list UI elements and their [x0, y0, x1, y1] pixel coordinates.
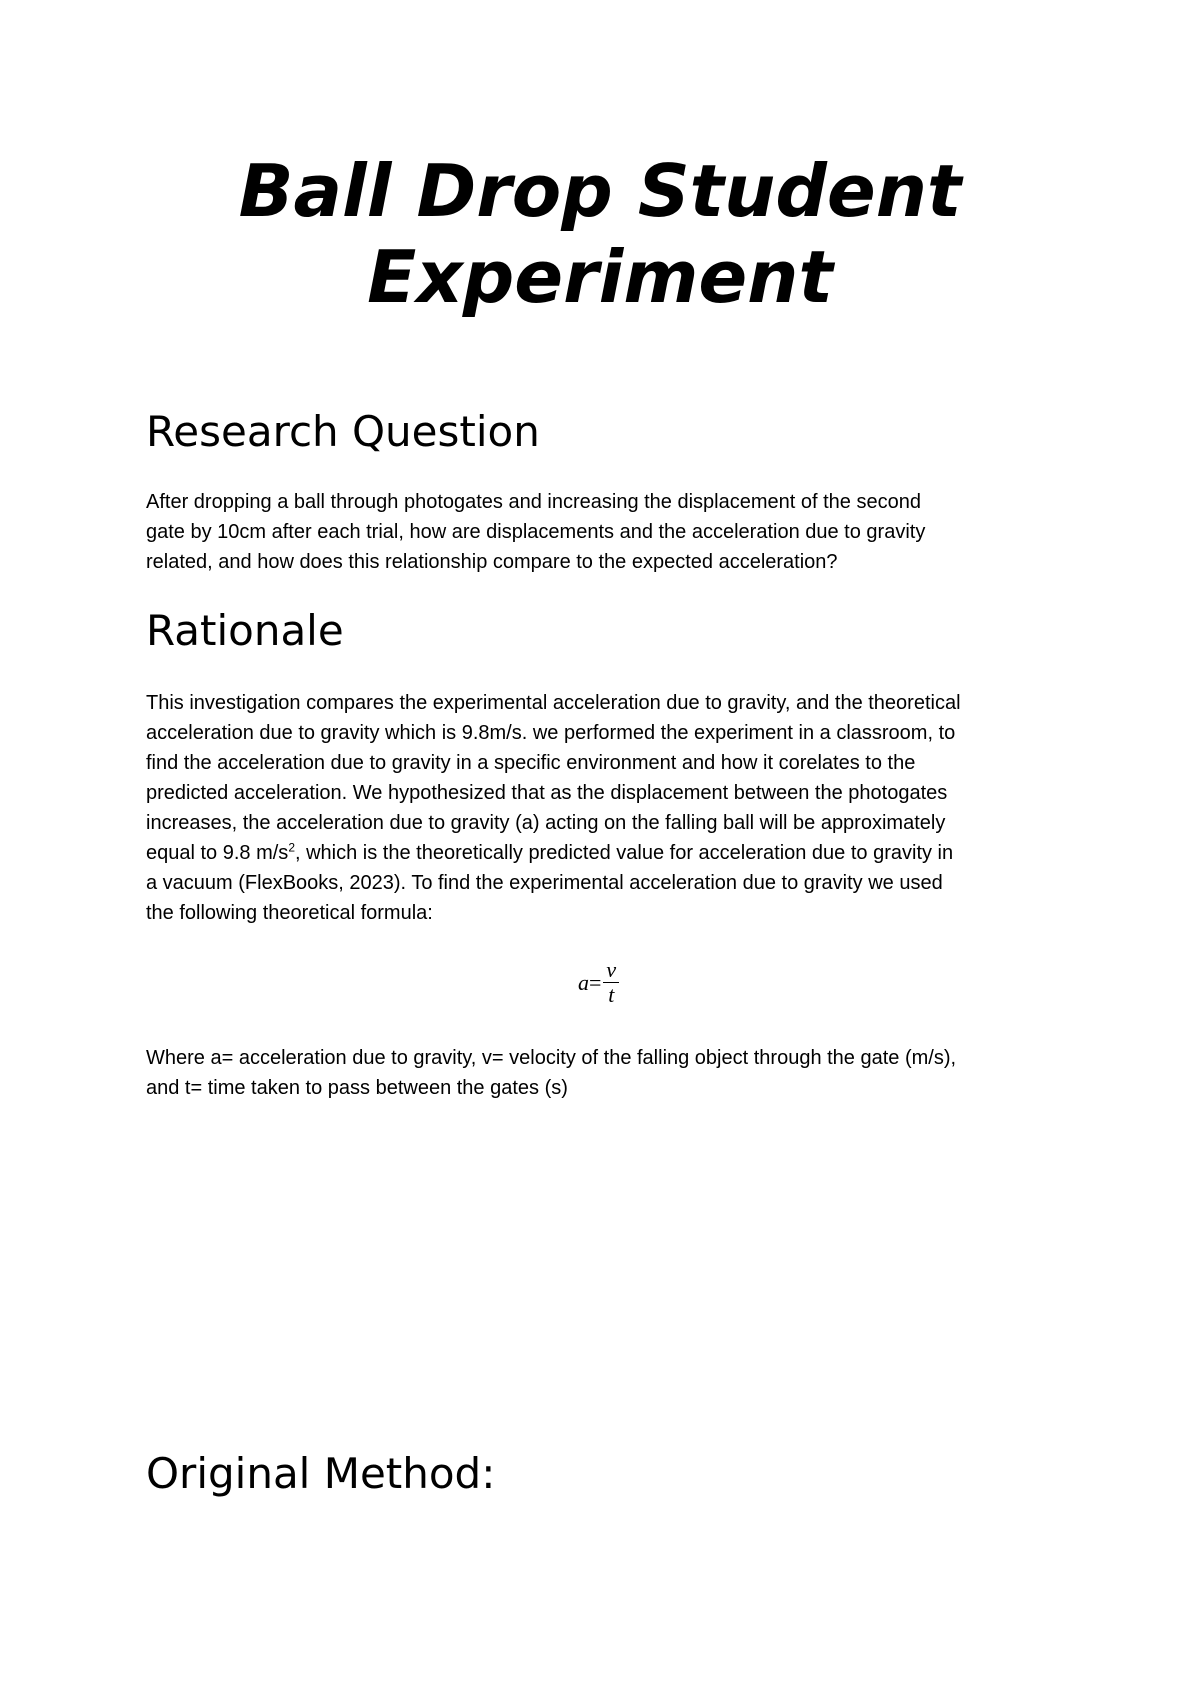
text-line: This investigation compares the experimental acceleration due to gravity, and the theoretical: [146, 692, 961, 714]
superscript: 2: [288, 840, 295, 855]
formula-numerator: v: [603, 958, 619, 983]
rationale-heading: Rationale: [146, 606, 344, 655]
text-line: predicted acceleration. We hypothesized that as the displacement between the photogates: [146, 782, 948, 804]
text-line: and t= time taken to pass between the gates (s): [146, 1077, 568, 1099]
text-line: find the acceleration due to gravity in a specific environment and how it corelates to the: [146, 752, 916, 774]
text-line: [146, 838, 1076, 868]
text-segment: equal to 9.8 m/s: [146, 842, 289, 864]
text-line: acceleration due to gravity which is 9.8m/s. we performed the experiment in a classroom, to: [146, 722, 956, 744]
formula-lhs: a: [578, 969, 589, 995]
research-question-paragraph: [146, 487, 1076, 577]
title-line-2: Experiment: [367, 235, 833, 319]
text-line: gate by 10cm after each trial, how are displacements and the acceleration due to gravity: [146, 521, 926, 543]
acceleration-formula: [578, 958, 619, 1007]
text-line: the following theoretical formula:: [146, 902, 433, 924]
text-line: After dropping a ball through photogates and increasing the displacement of the second: [146, 491, 921, 513]
document-title: [0, 148, 1200, 320]
text-line: a vacuum (FlexBooks, 2023). To find the experimental acceleration due to gravity we used: [146, 872, 943, 894]
research-question-heading: Research Question: [146, 407, 540, 456]
text-segment: , which is the theoretically predicted value for acceleration due to gravity in: [295, 842, 954, 864]
formula-definitions-paragraph: [146, 1043, 1076, 1103]
text-line: increases, the acceleration due to gravity (a) acting on the falling ball will be approximately: [146, 812, 946, 834]
rationale-paragraph: [146, 688, 1076, 928]
original-method-heading: Original Method:: [146, 1449, 496, 1498]
text-line: Where a= acceleration due to gravity, v= velocity of the falling object through the gate (m/s),: [146, 1047, 957, 1069]
formula-denominator: t: [608, 982, 615, 1007]
formula-fraction: [603, 958, 619, 1007]
formula-equals: =: [589, 969, 602, 995]
text-line: related, and how does this relationship compare to the expected acceleration?: [146, 551, 838, 573]
title-line-1: Ball Drop Student: [238, 149, 962, 233]
